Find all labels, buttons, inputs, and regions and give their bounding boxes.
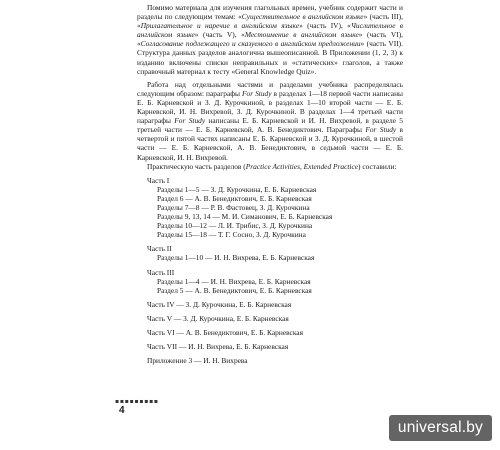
section-entry: Разделы 1—5 — З. Д. Курочкина, Е. Б. Карневская	[157, 184, 317, 194]
section-entry: Разделы 9, 13, 14 — М. И. Симанович, Е. Б. Карневская	[157, 212, 333, 222]
text-run: » (часть V), «	[194, 30, 245, 40]
body-text	[137, 3, 403, 365]
text-run: ) составили:	[358, 161, 397, 171]
italic-run: Местоимение в английском языке	[244, 30, 359, 40]
contributors-list	[137, 176, 403, 366]
italic-run: For Study	[242, 88, 272, 98]
paragraph-authorship	[137, 80, 403, 162]
text-run: Помимо материала для изучения глагольных времен, учебник содержит части и разделы по следующим темам: «	[137, 3, 403, 22]
text-run: » (часть VII). Структура данных разделов аналогична вышеописанной. В Приложении (1, 2, 3) к изданию включены списки неправильных и «статических» глаголов, а также справочный материал к тесту «General Knowledge Quiz».	[137, 39, 403, 76]
italic-run: Согласование подлежащего и сказуемого в английском предложении	[140, 39, 361, 49]
part-heading: Часть II	[147, 244, 172, 254]
text-run: » (часть VI), «	[137, 30, 404, 49]
section-entry: Раздел 6 — А. В. Бенедиктович, Е. Б. Карневская	[157, 193, 312, 203]
watermark-badge: universal.by	[389, 415, 492, 441]
section-entry: Разделы 15—18 — Т. Г. Сосно, З. Д. Курочкина	[157, 230, 306, 240]
section-entry: Разделы 7—8 — Р. В. Фастовец, З. Д. Курочкина	[157, 202, 310, 212]
text-run: Практическую часть разделов (	[147, 161, 246, 171]
part-entry: Часть V — З. Д. Курочкина, Е. Б. Карневская	[147, 313, 289, 323]
text-run: » (часть IV), «	[299, 21, 351, 31]
italic-run: Существительное в английском языке	[241, 12, 364, 22]
appendix-entry: Приложение 3 — И. Н. Вихрева	[147, 356, 248, 366]
text-run: » (часть III), «	[137, 12, 403, 31]
italic-run: Прилагательное и наречие в английском языке	[140, 21, 300, 31]
italic-run: For Study	[365, 125, 397, 135]
paragraph-topics	[137, 3, 403, 76]
footer-dots: ▪▪▪▪▪▪▪▪▪	[115, 398, 159, 405]
part-heading: Часть III	[147, 267, 175, 277]
part-entry: Часть IV — З. Д. Курочкина, Е. Б. Карневская	[147, 299, 292, 309]
text-run: Работа над отдельными частями и разделами учебника распределялась следующим образом: параграфы	[137, 79, 403, 98]
italic-run: For Study	[174, 116, 206, 126]
page-number: 4	[119, 405, 125, 416]
part-heading: Часть I	[147, 175, 170, 185]
text-run: в разделах 1—18 первой части написаны Е. Б. Карневской и З. Д. Курочкиной, в разделах 1—10 второй части — Е. Б. Карневской, И. Н. Вихревой, З. Д. Курочкиной. В разделах 1—4 третьей части параграфы	[137, 88, 403, 126]
section-entry: Разделы 1—4 — И. Н. Вихрева, Е. Б. Карневская	[157, 276, 311, 286]
text-run: написаны Е. Б. Карневской и И. Н. Вихревой, в разделе 5 третьей части — Е. Б. Карневской, А. В. Бенедиктович. Параграфы	[137, 116, 404, 135]
section-entry: Раздел 5 — А. В. Бенедиктович, Е. Б. Карневская	[157, 285, 312, 295]
italic-run: Practice Activities, Extended Practice	[245, 161, 359, 171]
italic-run: Числительное в английском языке	[137, 21, 403, 40]
text-run: в четвертой и пятой частях написаны Е. Б. Карневской и З. Д. Курочкиной, в шестой части — Е. Б. Карневской, А. В. Бенедиктович, в седьмой части — Е. Б. Карневской, И. Н. Вихревой.	[137, 125, 403, 162]
part-entry: Часть VI — А. В. Бенедиктович, Е. Б. Карневская	[147, 328, 303, 337]
part-entry: Часть VII — И. Н. Вихрева, Е. Б. Карневская	[147, 342, 289, 352]
section-entry: Разделы 1—10 — И. Н. Вихрева, Е. Б. Карневская	[157, 253, 315, 263]
section-entry: Разделы 10—12 — Л. И. Трибис, З. Д. Курочкина	[157, 221, 313, 231]
paragraph-practice-intro	[137, 162, 403, 171]
